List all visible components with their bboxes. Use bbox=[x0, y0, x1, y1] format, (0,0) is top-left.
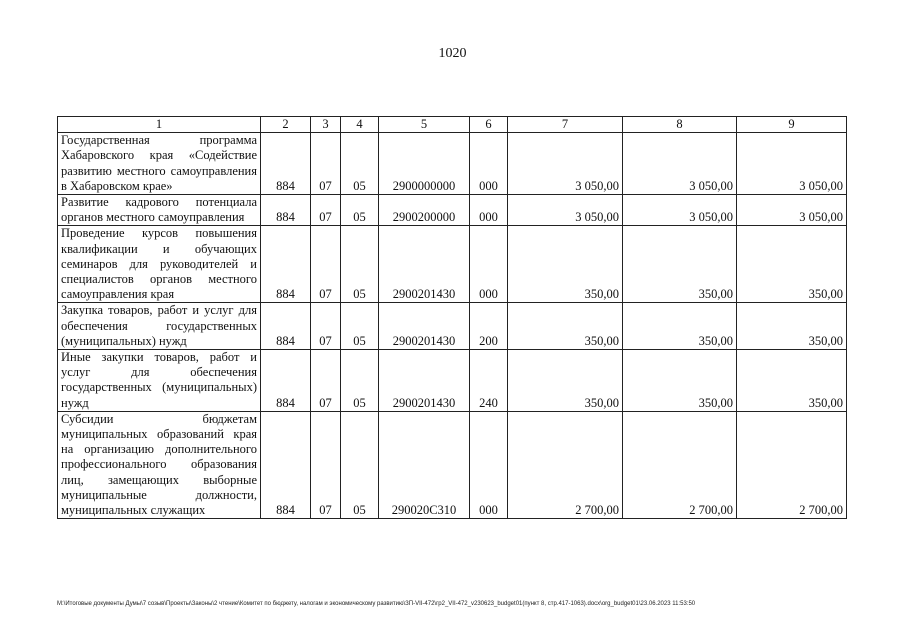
item-name-line: самоуправления края bbox=[61, 287, 175, 302]
amount-year1-cell: 350,00 bbox=[508, 350, 623, 412]
item-name-line: Субсидии бюджетам bbox=[61, 411, 257, 426]
amount-year1-cell: 3 050,00 bbox=[508, 133, 623, 195]
item-name-line: (муниципальных) нужд bbox=[61, 380, 257, 410]
column-header: 1 bbox=[58, 117, 261, 133]
amount-year2-cell: 350,00 bbox=[623, 350, 737, 412]
amount-year3-cell: 2 700,00 bbox=[737, 411, 847, 518]
subsection-code-cell: 05 bbox=[341, 133, 379, 195]
amount-year2-cell: 2 700,00 bbox=[623, 411, 737, 518]
page-number: 1020 bbox=[438, 46, 467, 61]
item-name-line: Закупка товаров, работ и услуг bbox=[61, 303, 234, 318]
item-name-line: лиц, замещающих выборные bbox=[61, 472, 257, 487]
item-name-line: самоуправления bbox=[158, 210, 245, 225]
expense-type-cell: 000 bbox=[470, 411, 508, 518]
item-name-line: профессионального образования bbox=[61, 457, 257, 472]
amount-year2-cell: 3 050,00 bbox=[623, 195, 737, 226]
admin-code-cell: 884 bbox=[261, 195, 311, 226]
table-row bbox=[58, 195, 847, 226]
expense-type-cell: 200 bbox=[470, 303, 508, 350]
target-article-cell: 2900201430 bbox=[379, 303, 470, 350]
subsection-code-cell: 05 bbox=[341, 226, 379, 303]
item-name-line: государственных bbox=[166, 318, 257, 333]
header-row bbox=[58, 117, 847, 133]
item-name-line: развитию местного bbox=[61, 163, 166, 178]
expense-type-cell: 240 bbox=[470, 350, 508, 412]
section-code-cell: 07 bbox=[311, 350, 341, 412]
table-row bbox=[58, 226, 847, 303]
item-name-cell bbox=[58, 226, 261, 303]
section-code-cell: 07 bbox=[311, 226, 341, 303]
amount-year1-cell: 350,00 bbox=[508, 303, 623, 350]
section-code-cell: 07 bbox=[311, 133, 341, 195]
column-header: 2 bbox=[261, 117, 311, 133]
admin-code-cell: 884 bbox=[261, 226, 311, 303]
item-name-cell bbox=[58, 350, 261, 412]
item-name-line: Развитие кадрового потенциала bbox=[61, 195, 257, 210]
item-name-line: муниципальных служащих bbox=[61, 503, 206, 518]
admin-code-cell: 884 bbox=[261, 133, 311, 195]
item-name-line: крае» bbox=[142, 178, 173, 193]
amount-year3-cell: 3 050,00 bbox=[737, 195, 847, 226]
amount-year2-cell: 3 050,00 bbox=[623, 133, 737, 195]
item-name-line: края на организацию bbox=[61, 427, 258, 457]
expense-type-cell: 000 bbox=[470, 195, 508, 226]
column-header: 6 bbox=[470, 117, 508, 133]
expense-type-cell: 000 bbox=[470, 226, 508, 303]
item-name-line: муниципальные должности, bbox=[61, 487, 257, 502]
table-row bbox=[58, 350, 847, 412]
item-name-line: органов местного bbox=[61, 210, 155, 225]
amount-year1-cell: 350,00 bbox=[508, 226, 623, 303]
item-name-line: квалификации и обучающих bbox=[61, 241, 257, 256]
item-name-line: государственных bbox=[61, 380, 152, 395]
item-name-line: семинаров для руководителей и bbox=[61, 256, 257, 271]
admin-code-cell: 884 bbox=[261, 350, 311, 412]
table-row bbox=[58, 303, 847, 350]
amount-year3-cell: 3 050,00 bbox=[737, 133, 847, 195]
column-header: 9 bbox=[737, 117, 847, 133]
column-header: 7 bbox=[508, 117, 623, 133]
column-header: 5 bbox=[379, 117, 470, 133]
file-path-footer: M:\Итоговые документы Думы\7 созыв\Проекты\Законы\2 чтение\Комитет по бюджету, налогам и экономическому развитию\ЗП-VII-472\гр2_VII-472_v230623_budget01(пункт 8, стр.417-1063).docx\org_budget01\23.06.2023 11:53:50 bbox=[57, 601, 696, 607]
column-header: 8 bbox=[623, 117, 737, 133]
column-header: 4 bbox=[341, 117, 379, 133]
target-article-cell: 2900000000 bbox=[379, 133, 470, 195]
subsection-code-cell: 05 bbox=[341, 303, 379, 350]
item-name-line: услуг для обеспечения bbox=[61, 365, 257, 380]
table-row bbox=[58, 133, 847, 195]
item-name-line: Иные закупки товаров, работ и bbox=[61, 350, 257, 365]
section-code-cell: 07 bbox=[311, 195, 341, 226]
item-name-cell bbox=[58, 195, 261, 226]
item-name-line: Хабаровского края «Содействие bbox=[61, 148, 257, 163]
item-name-line: специалистов органов местного bbox=[61, 272, 257, 287]
subsection-code-cell: 05 bbox=[341, 195, 379, 226]
subsection-code-cell: 05 bbox=[341, 411, 379, 518]
amount-year3-cell: 350,00 bbox=[737, 226, 847, 303]
target-article-cell: 2900201430 bbox=[379, 350, 470, 412]
amount-year1-cell: 3 050,00 bbox=[508, 195, 623, 226]
item-name-line: Проведение курсов повышения bbox=[61, 226, 257, 241]
item-name-line: (муниципальных) нужд bbox=[61, 333, 187, 348]
item-name-line: дополнительного bbox=[165, 442, 257, 457]
amount-year2-cell: 350,00 bbox=[623, 303, 737, 350]
subsection-code-cell: 05 bbox=[341, 350, 379, 412]
column-header: 3 bbox=[311, 117, 341, 133]
item-name-line: для обеспечения bbox=[61, 303, 257, 333]
item-name-line: самоуправления в Хабаровском bbox=[61, 163, 257, 193]
table-row bbox=[58, 411, 847, 518]
amount-year3-cell: 350,00 bbox=[737, 350, 847, 412]
section-code-cell: 07 bbox=[311, 303, 341, 350]
item-name-cell bbox=[58, 411, 261, 518]
item-name-cell bbox=[58, 303, 261, 350]
amount-year2-cell: 350,00 bbox=[623, 226, 737, 303]
target-article-cell: 290020С310 bbox=[379, 411, 470, 518]
target-article-cell: 2900200000 bbox=[379, 195, 470, 226]
expense-type-cell: 000 bbox=[470, 133, 508, 195]
amount-year3-cell: 350,00 bbox=[737, 303, 847, 350]
budget-table bbox=[57, 116, 847, 519]
admin-code-cell: 884 bbox=[261, 411, 311, 518]
section-code-cell: 07 bbox=[311, 411, 341, 518]
table-body bbox=[58, 133, 847, 519]
admin-code-cell: 884 bbox=[261, 303, 311, 350]
item-name-line: муниципальных образований bbox=[61, 427, 224, 442]
item-name-cell bbox=[58, 133, 261, 195]
target-article-cell: 2900201430 bbox=[379, 226, 470, 303]
item-name-line: Государственная программа bbox=[61, 133, 257, 148]
amount-year1-cell: 2 700,00 bbox=[508, 411, 623, 518]
